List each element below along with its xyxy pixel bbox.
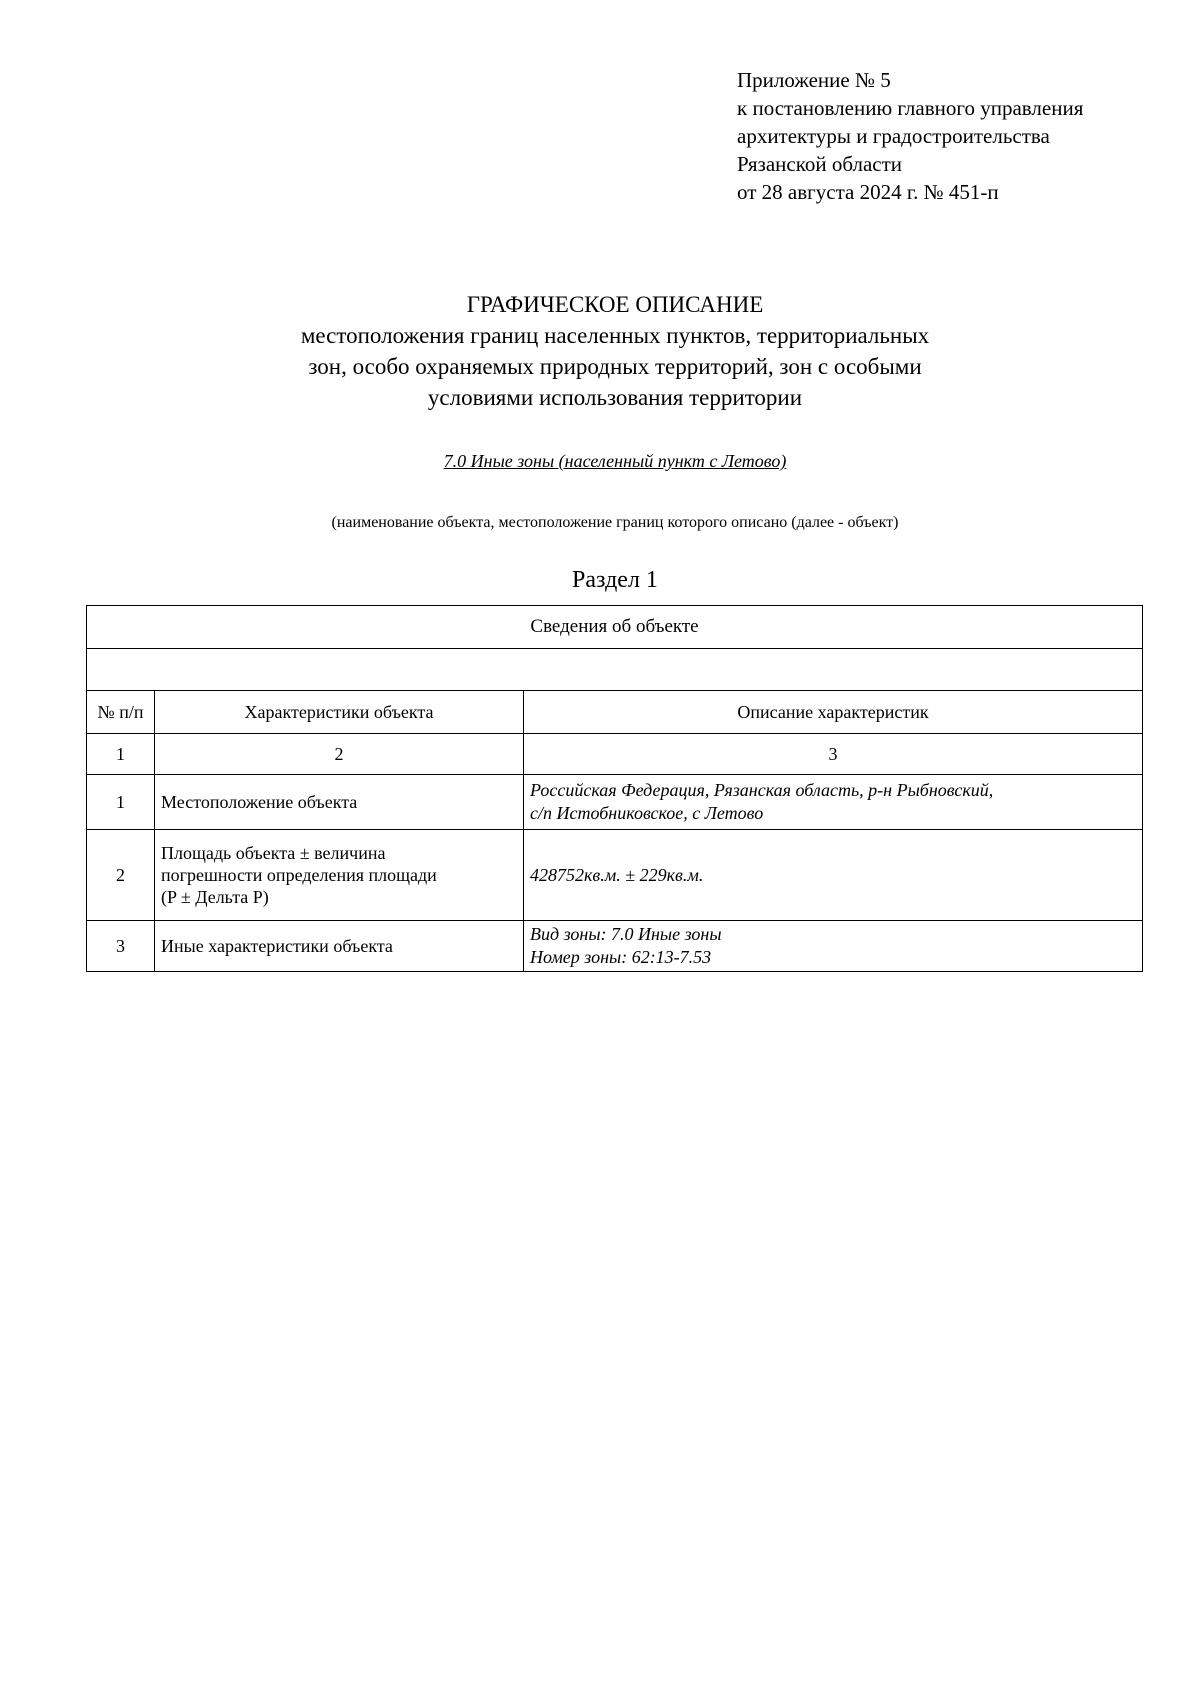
- appendix-line: архитектуры и градостроительства: [737, 124, 1050, 148]
- appendix-line: к постановлению главного управления: [737, 96, 1084, 120]
- title-heading: ГРАФИЧЕСКОЕ ОПИСАНИЕ: [466, 292, 764, 317]
- row-number: 3: [87, 921, 155, 972]
- row-value-line: Вид зоны: 7.0 Иные зоны: [530, 924, 722, 944]
- row-value: 428752кв.м. ± 229кв.м.: [524, 830, 1143, 921]
- column-header: № п/п: [87, 691, 155, 734]
- object-name: [0, 451, 1200, 472]
- column-header: Характеристики объекта: [155, 691, 524, 734]
- row-characteristic: Иные характеристики объекта: [155, 921, 524, 972]
- table-row: [87, 830, 1143, 921]
- table-row: [87, 921, 1143, 972]
- object-info-table: [86, 605, 1143, 972]
- row-value: [524, 775, 1143, 830]
- column-number: 1: [87, 734, 155, 775]
- table-row: [87, 775, 1143, 830]
- row-number: 1: [87, 775, 155, 830]
- row-characteristic-line: (P ± Дельта P): [161, 887, 269, 907]
- appendix-line: от 28 августа 2024 г. № 451-п: [737, 180, 999, 204]
- appendix-line: Рязанской области: [737, 152, 903, 176]
- title-line: условиями использования территории: [427, 385, 803, 410]
- object-name-text: 7.0 Иные зоны (населенный пункт с Летово): [443, 451, 787, 471]
- column-number: 2: [155, 734, 524, 775]
- column-header: Описание характеристик: [524, 691, 1143, 734]
- row-characteristic: Местоположение объекта: [155, 775, 524, 830]
- row-value-line: Российская Федерация, Рязанская область, р-н Рыбновский,: [530, 780, 994, 800]
- row-characteristic-line: Площадь объекта ± величина: [161, 843, 386, 863]
- row-value: [524, 921, 1143, 972]
- table-header-row: [87, 606, 1143, 649]
- row-number: 2: [87, 830, 155, 921]
- table-header: Сведения об объекте: [87, 606, 1143, 649]
- column-number: 3: [524, 734, 1143, 775]
- appendix-block: [737, 66, 1083, 206]
- object-caption: (наименование объекта, местоположение границ которого описано (далее - объект): [331, 514, 899, 531]
- table-empty-cell: [87, 649, 1143, 691]
- row-characteristic-line: погрешности определения площади: [161, 865, 437, 885]
- document-title: [0, 289, 1200, 413]
- column-number-row: [87, 734, 1143, 775]
- column-header-row: [87, 691, 1143, 734]
- title-line: местоположения границ населенных пунктов, территориальных: [300, 323, 930, 348]
- section-title: Раздел 1: [572, 567, 658, 593]
- row-value-line: с/п Истобниковское, с Летово: [530, 803, 764, 823]
- row-characteristic: [155, 830, 524, 921]
- table-empty-row: [87, 649, 1143, 691]
- title-line: зон, особо охраняемых природных территорий, зон с особыми: [308, 354, 922, 379]
- row-value-line: Номер зоны: 62:13-7.53: [530, 947, 712, 967]
- appendix-line: Приложение № 5: [737, 68, 891, 92]
